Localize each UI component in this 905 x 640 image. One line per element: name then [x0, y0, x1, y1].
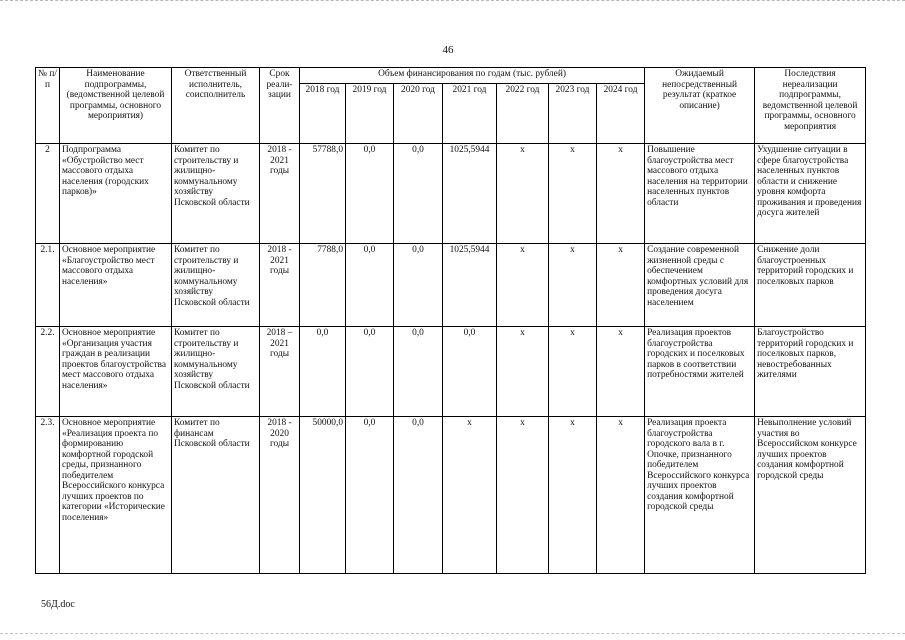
row-name: Основное мероприятие «Реализация проекта по формированию комфортной городской среды, признанного победителем Всероссийского конкурса лучших проектов по категории «Исторические поселения»: [60, 417, 172, 574]
row-value-2021: 0,0: [443, 327, 497, 417]
row-value-2019: 0,0: [346, 144, 394, 244]
header-year: 2020 год: [394, 84, 443, 144]
funding-table: [35, 67, 866, 574]
row-value-2020: 0,0: [394, 327, 443, 417]
row-num: 2.2.: [36, 327, 60, 417]
row-value-2018: 0,0: [300, 327, 346, 417]
row-value-2021: 1025,5944: [443, 244, 497, 327]
header-num: № п/п: [36, 68, 60, 144]
document-filename: 56Д.doc: [41, 599, 75, 610]
header-consequences: Последствия нереализации подпрограммы, ведомственной целевой программы, основного мероприятия: [755, 68, 866, 144]
header-year: 2021 год: [443, 84, 497, 144]
row-value-2024: x: [597, 244, 645, 327]
scan-edge-top: [0, 0, 905, 5]
row-consequences: Невыполнение условий участия во Всероссийском конкурсе лучших проектов создания комфортной городской среды: [755, 417, 866, 574]
row-value-2022: x: [497, 417, 549, 574]
row-value-2023: x: [549, 417, 597, 574]
row-term: 2018 – 2021 годы: [260, 327, 300, 417]
row-value-2018: 7788,0: [300, 244, 346, 327]
row-value-2019: 0,0: [346, 417, 394, 574]
header-year: 2022 год: [497, 84, 549, 144]
table-row: [36, 244, 866, 327]
row-value-2020: 0,0: [394, 417, 443, 574]
row-name: Основное мероприятие «Благоустройство мест массового отдыха населения»: [60, 244, 172, 327]
header-row-1: [36, 68, 866, 84]
row-value-2021: x: [443, 417, 497, 574]
row-num: 2.1.: [36, 244, 60, 327]
row-executor: Комитет по строительству и жилищно-коммунальному хозяйству Псковской области: [172, 327, 260, 417]
row-value-2018: 57788,0: [300, 144, 346, 244]
header-name: Наименование подпрограммы, (ведомственной целевой программы, основного мероприятия): [60, 68, 172, 144]
row-name: Подпрограмма «Обустройство мест массового отдыха населения (городских парков)»: [60, 144, 172, 244]
row-result: Реализация проектов благоустройства городских и поселковых парков в соответствии потребностями жителей: [645, 327, 755, 417]
header-funding: Объем финансирования по годам (тыс. рублей): [300, 68, 645, 84]
header-term: Срок реали-зации: [260, 68, 300, 144]
row-result: Повышение благоустройства мест массового отдыха населения на территории населенных пунктов области: [645, 144, 755, 244]
row-result: Реализация проекта благоустройства городского вала в г. Опочке, признанного победителем Всероссийского конкурса лучших проектов создания комфортной городской среды: [645, 417, 755, 574]
header-year: 2019 год: [346, 84, 394, 144]
row-term: 2018 - 2021 годы: [260, 144, 300, 244]
header-year: 2018 год: [300, 84, 346, 144]
row-num: 2.3.: [36, 417, 60, 574]
row-name: Основное мероприятие «Организация участия граждан в реализации проектов благоустройства мест массового отдыха населения»: [60, 327, 172, 417]
header-executor: Ответственный исполнитель, соисполнитель: [172, 68, 260, 144]
header-year: 2023 год: [549, 84, 597, 144]
page-number: 46: [442, 44, 454, 56]
row-value-2022: x: [497, 327, 549, 417]
row-value-2023: x: [549, 244, 597, 327]
row-value-2024: x: [597, 417, 645, 574]
row-value-2023: x: [549, 144, 597, 244]
header-result: Ожидаемый непосредственный результат (краткое описание): [645, 68, 755, 144]
row-value-2019: 0,0: [346, 327, 394, 417]
row-term: 2018 - 2021 годы: [260, 244, 300, 327]
table-row: [36, 327, 866, 417]
row-executor: Комитет по строительству и жилищно-коммунальному хозяйству Псковской области: [172, 144, 260, 244]
row-value-2021: 1025,5944: [443, 144, 497, 244]
row-value-2024: x: [597, 327, 645, 417]
row-consequences: Снижение доли благоустроенных территорий городских и поселковых парков: [755, 244, 866, 327]
row-term: 2018 - 2020 годы: [260, 417, 300, 574]
row-value-2023: x: [549, 327, 597, 417]
row-result: Создание современной жизненной среды с обеспечением комфортных условий для проведения досуга населением: [645, 244, 755, 327]
row-value-2019: 0,0: [346, 244, 394, 327]
row-value-2022: x: [497, 244, 549, 327]
row-value-2018: 50000,0: [300, 417, 346, 574]
row-num: 2: [36, 144, 60, 244]
row-value-2020: 0,0: [394, 144, 443, 244]
row-executor: Комитет по финансам Псковской области: [172, 417, 260, 574]
row-value-2020: 0,0: [394, 244, 443, 327]
table-row: [36, 417, 866, 574]
row-consequences: Ухудшение ситуации в сфере благоустройства населенных пунктов области и снижение уровня комфорта проживания и проведения досуга жителей: [755, 144, 866, 244]
row-executor: Комитет по строительству и жилищно-коммунальному хозяйству Псковской области: [172, 244, 260, 327]
row-value-2024: x: [597, 144, 645, 244]
row-value-2022: x: [497, 144, 549, 244]
scan-edge-bottom: [0, 633, 905, 637]
header-year: 2024 год: [597, 84, 645, 144]
row-consequences: Благоустройство территорий городских и поселковых парков, невостребованных жителями: [755, 327, 866, 417]
table-row: [36, 144, 866, 244]
